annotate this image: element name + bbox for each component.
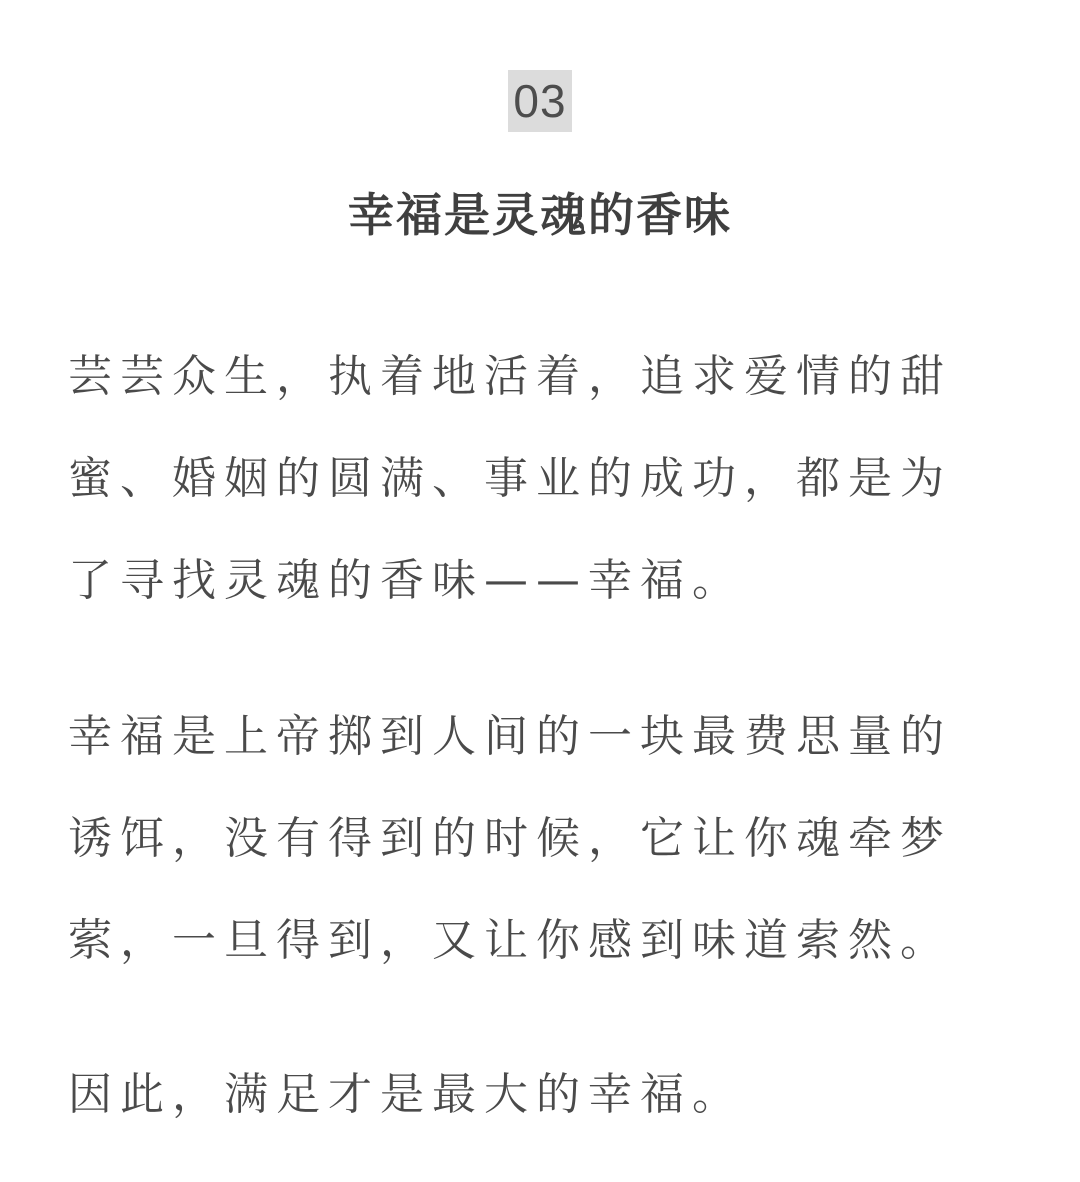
paragraph-2-line-2: 诱饵，没有得到的时候，它让你魂牵梦 — [68, 813, 952, 864]
paragraph-1-line-1: 芸芸众生，执着地活着，追求爱情的甜 — [68, 351, 952, 402]
paragraph-2 — [68, 686, 1012, 992]
paragraph-3-line-1: 因此，满足才是最大的幸福。 — [68, 1069, 744, 1120]
paragraph-2-line-1: 幸福是上帝掷到人间的一块最费思量的 — [68, 711, 952, 762]
paragraph-2-line-3: 萦，一旦得到，又让你感到味道索然。 — [68, 915, 952, 966]
section-title: 幸福是灵魂的香味 — [348, 188, 732, 242]
paragraph-1-line-3: 了寻找灵魂的香味——幸福。 — [68, 555, 744, 606]
paragraph-1 — [68, 326, 1012, 632]
paragraph-1-line-2: 蜜、婚姻的圆满、事业的成功，都是为 — [68, 453, 952, 504]
paragraph-3 — [68, 1044, 1012, 1146]
section-number-badge: 03 — [508, 70, 572, 132]
